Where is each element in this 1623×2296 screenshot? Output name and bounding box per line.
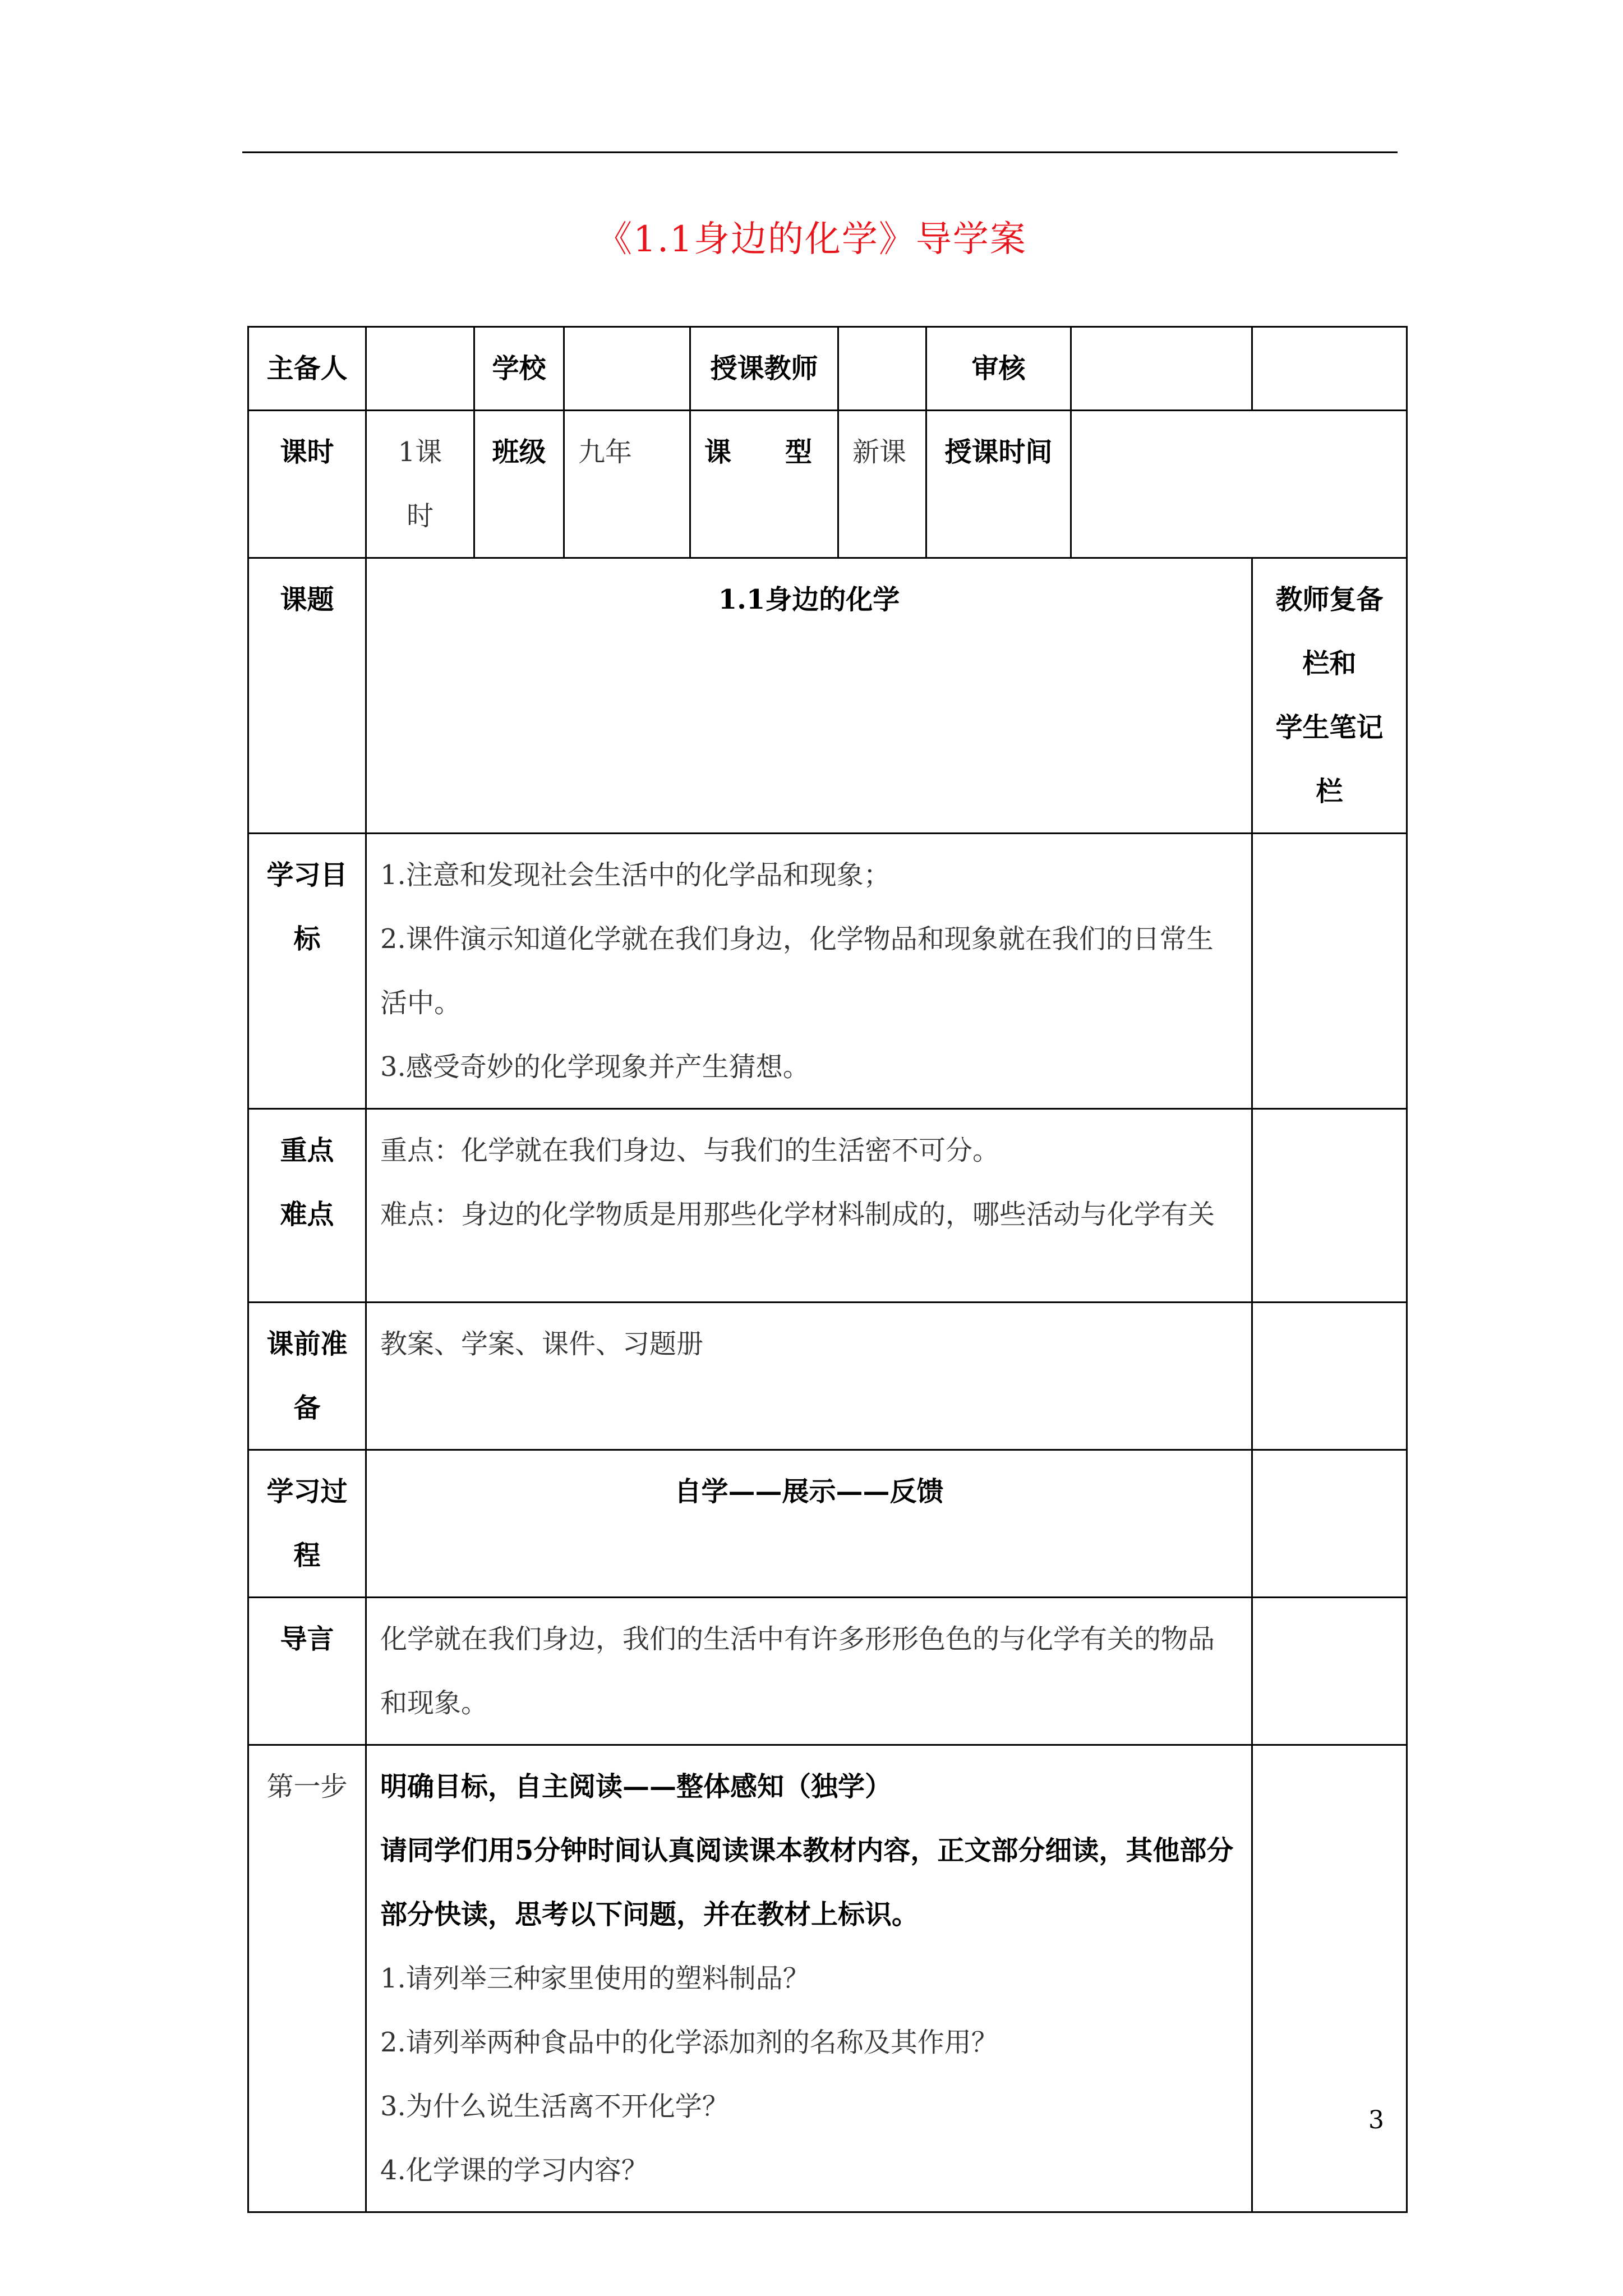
lead-value xyxy=(366,327,474,411)
topic-label: 课题 xyxy=(248,558,366,834)
step1-content xyxy=(366,1745,1252,2212)
prep-notes xyxy=(1252,1303,1407,1450)
step1-instruction: 请同学们用5分钟时间认真阅读课本教材内容，正文部分细读，其他部分部分快读，思考以下问题，并在教材上标识。 xyxy=(380,1835,1234,1930)
page-number: 3 xyxy=(1368,2106,1384,2134)
prep-value: 教案、学案、课件、习题册 xyxy=(366,1303,1252,1450)
notes-line-3: 学生笔记 xyxy=(1275,712,1384,743)
header-row-1 xyxy=(248,327,1407,411)
focus-row xyxy=(248,1109,1407,1303)
period-label: 课时 xyxy=(248,411,366,558)
time-value xyxy=(1071,411,1407,558)
prep-label-line1: 课前准 xyxy=(266,1328,348,1360)
topic-row xyxy=(248,558,1407,834)
goals-row xyxy=(248,834,1407,1109)
page-title: 《1.1身边的化学》导学案 xyxy=(596,219,1027,260)
process-label-line2: 程 xyxy=(293,1540,321,1571)
header-rule xyxy=(242,151,1398,153)
type-label: 课 型 xyxy=(690,411,838,558)
notes-line-1: 教师复备 xyxy=(1275,584,1384,615)
prep-row xyxy=(248,1303,1407,1450)
goals-label-line2: 标 xyxy=(293,923,321,955)
header-row-2 xyxy=(248,411,1407,558)
step1-question-3: 3.为什么说生活离不开化学？ xyxy=(380,2091,729,2122)
step1-label: 第一步 xyxy=(248,1745,366,2212)
time-label: 授课时间 xyxy=(926,411,1071,558)
goals-label xyxy=(248,834,366,1109)
period-value-line1: 1课 xyxy=(398,436,442,468)
teacher-value xyxy=(838,327,926,411)
goals-content xyxy=(366,834,1252,1109)
step1-row xyxy=(248,1745,1407,2212)
step1-question-1: 1.请列举三种家里使用的塑料制品？ xyxy=(380,1963,810,1994)
process-notes xyxy=(1252,1450,1407,1598)
intro-label: 导言 xyxy=(248,1598,366,1745)
teacher-label: 授课教师 xyxy=(690,327,838,411)
step1-question-4: 4.化学课的学习内容？ xyxy=(380,2155,648,2186)
review-value xyxy=(1071,327,1252,411)
extra-value xyxy=(1252,327,1407,411)
notes-line-4: 栏 xyxy=(1316,776,1343,807)
class-label: 班级 xyxy=(474,411,564,558)
intro-row xyxy=(248,1598,1407,1745)
step1-question-2: 2.请列举两种食品中的化学添加剂的名称及其作用？ xyxy=(380,2027,998,2058)
intro-value: 化学就在我们身边，我们的生活中有许多形形色色的与化学有关的物品和现象。 xyxy=(366,1598,1252,1745)
period-value xyxy=(366,411,474,558)
notes-column-header xyxy=(1252,558,1407,834)
focus-notes xyxy=(1252,1109,1407,1303)
prep-label-line2: 备 xyxy=(293,1392,321,1424)
focus-label xyxy=(248,1109,366,1303)
process-row xyxy=(248,1450,1407,1598)
focus-content xyxy=(366,1109,1252,1303)
goals-label-line1: 学习目 xyxy=(266,859,348,891)
school-label: 学校 xyxy=(474,327,564,411)
intro-notes xyxy=(1252,1598,1407,1745)
focus-label-line2: 难点 xyxy=(280,1199,334,1230)
goal-item-1: 1.注意和发现社会生活中的化学品和现象； xyxy=(380,859,891,891)
goals-notes xyxy=(1252,834,1407,1109)
process-label-line1: 学习过 xyxy=(266,1476,348,1507)
lead-label: 主备人 xyxy=(248,327,366,411)
prep-label xyxy=(248,1303,366,1450)
period-value-line2: 时 xyxy=(406,500,434,532)
lesson-plan-table xyxy=(247,326,1408,2213)
difficulty: 难点：身边的化学物质是用那些化学材料制成的，哪些活动与化学有关 xyxy=(380,1199,1215,1230)
goal-item-3: 3.感受奇妙的化学现象并产生猜想。 xyxy=(380,1051,810,1083)
goal-item-2: 2.课件演示知道化学就在我们身边，化学物品和现象就在我们的日常生活中。 xyxy=(380,923,1214,1019)
key-point: 重点：化学就在我们身边、与我们的生活密不可分。 xyxy=(380,1135,1000,1166)
topic-value: 1.1身边的化学 xyxy=(366,558,1252,834)
step1-notes xyxy=(1252,1745,1407,2212)
type-value: 新课 xyxy=(838,411,926,558)
focus-label-line1: 重点 xyxy=(280,1135,334,1166)
class-value: 九年 xyxy=(564,411,690,558)
step1-heading: 明确目标，自主阅读——整体感知（独学） xyxy=(380,1771,892,1802)
process-value: 自学——展示——反馈 xyxy=(366,1450,1252,1598)
review-label: 审核 xyxy=(926,327,1071,411)
process-label xyxy=(248,1450,366,1598)
school-value xyxy=(564,327,690,411)
notes-line-2: 栏和 xyxy=(1302,648,1357,679)
